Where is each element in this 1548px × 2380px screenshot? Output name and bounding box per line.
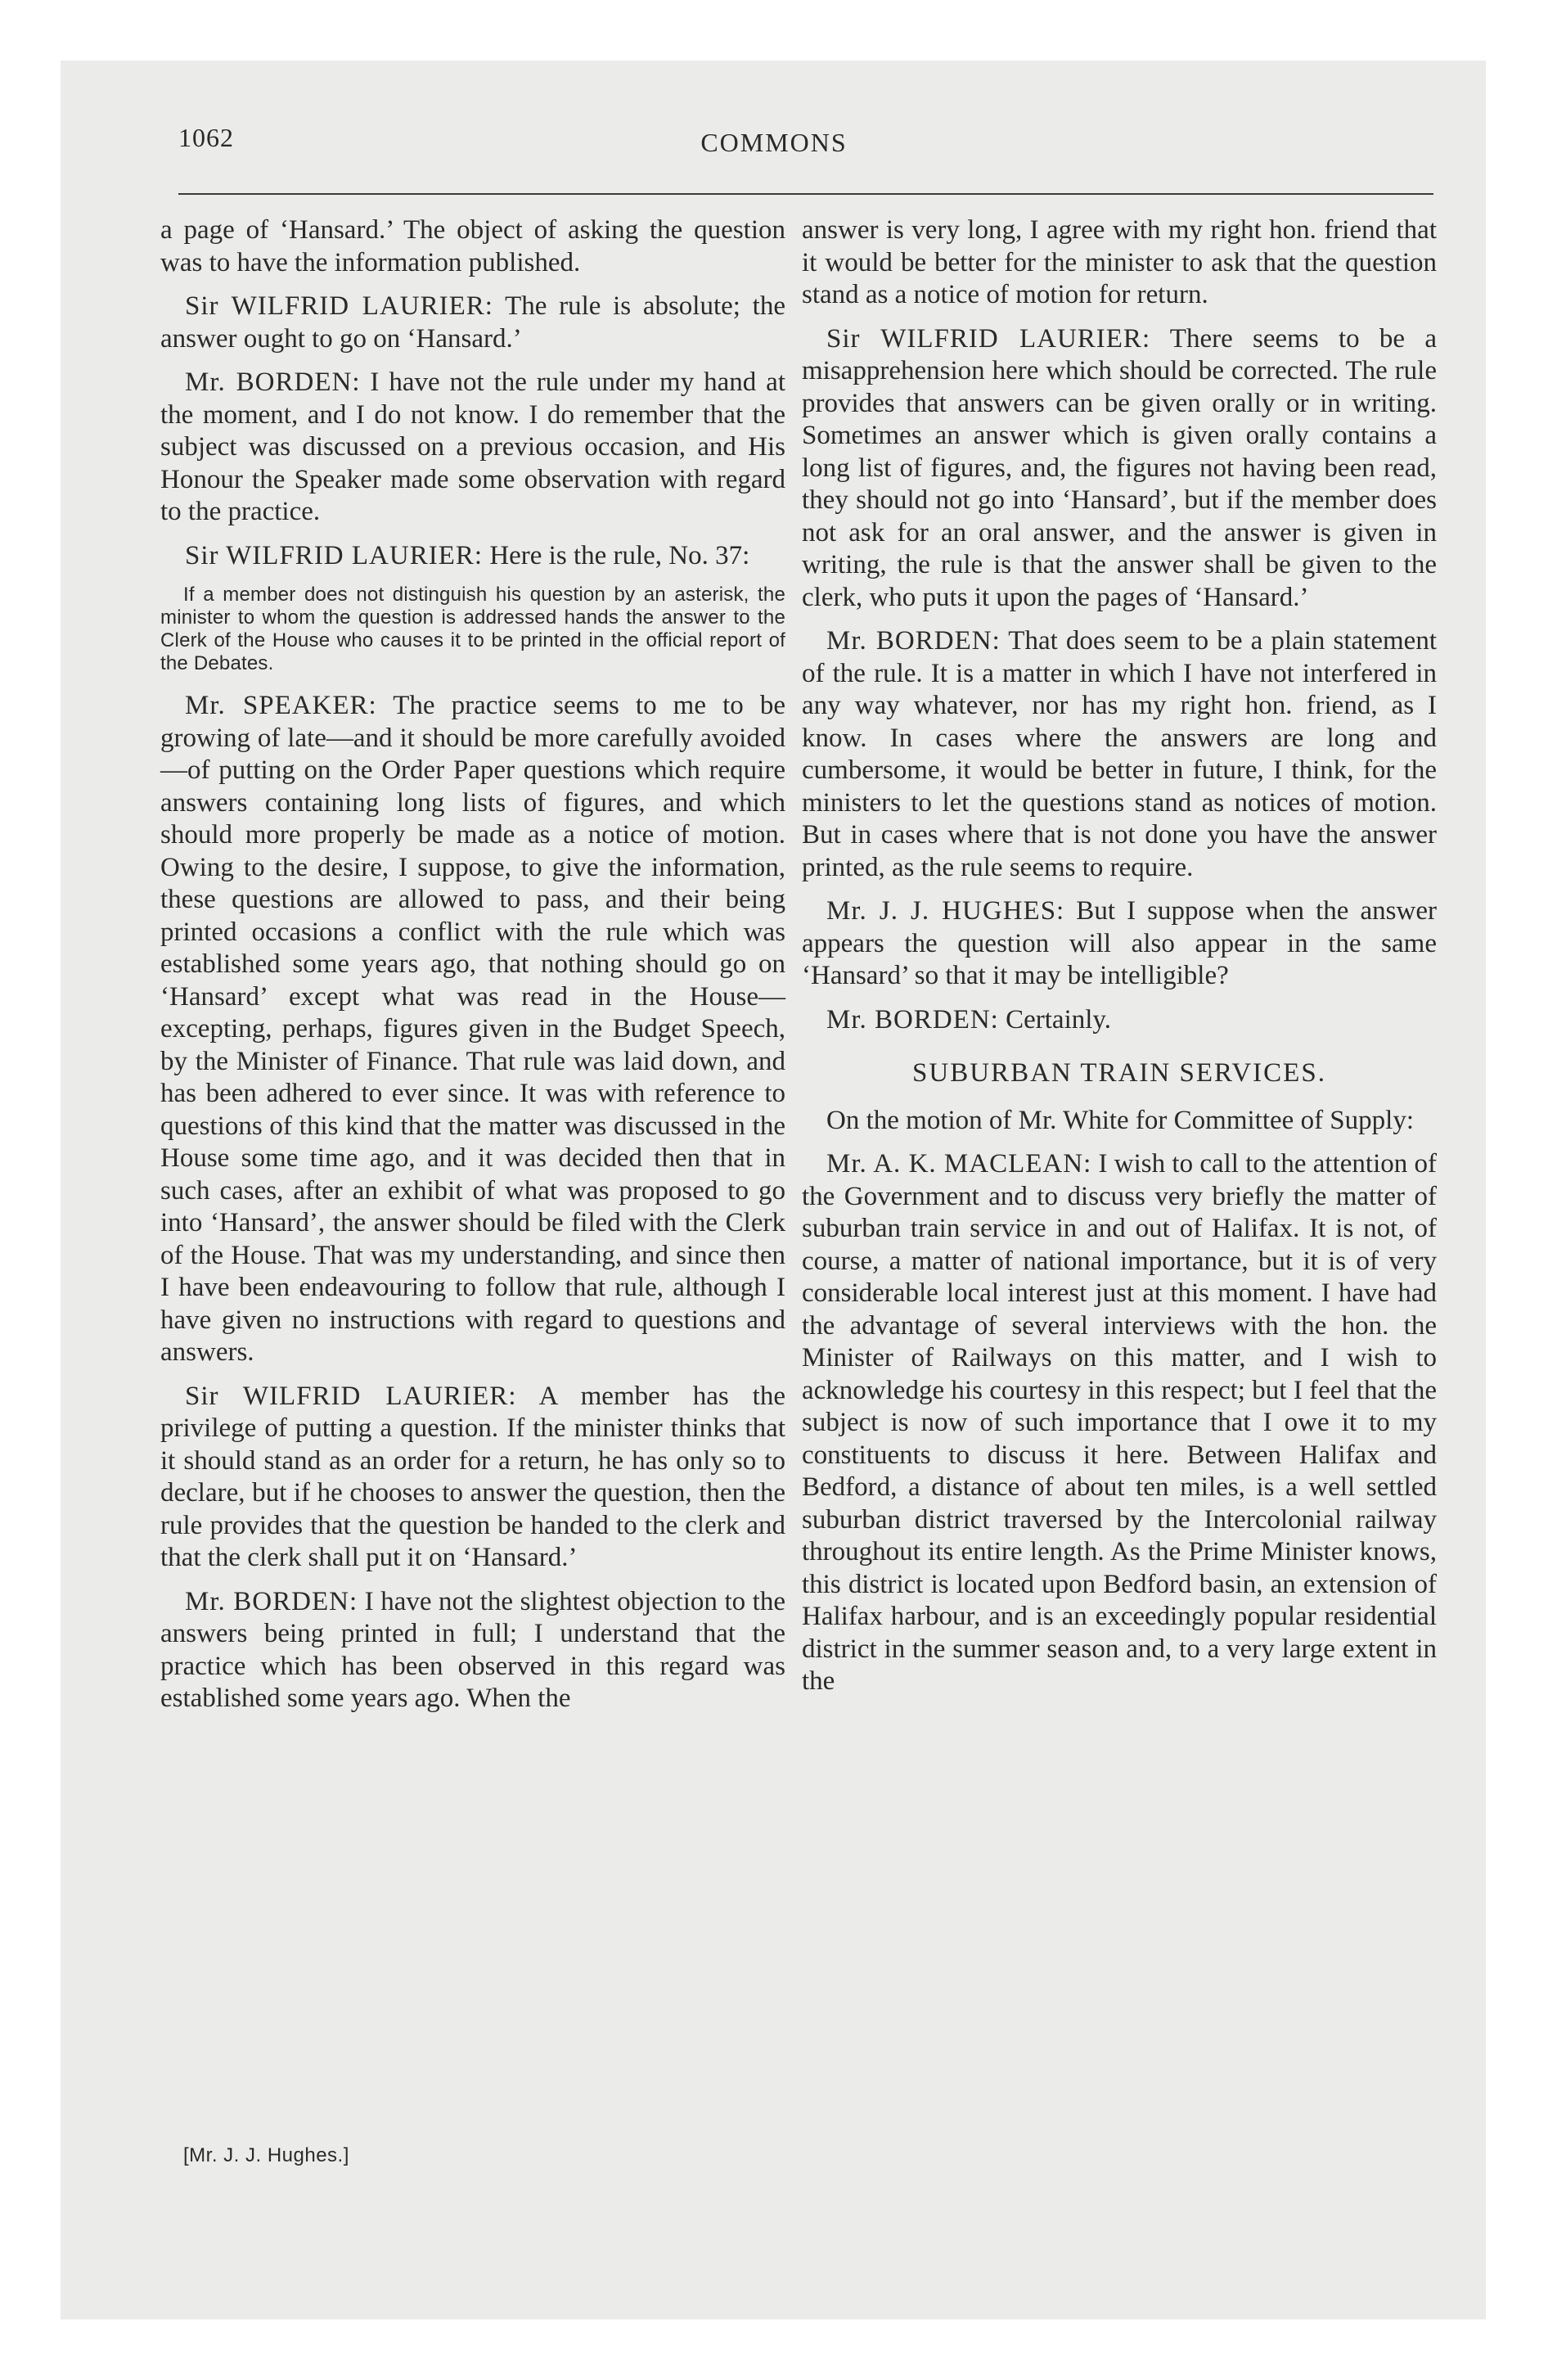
paragraph-text: I have not the slightest objection to the answers being printed in full; I understand that the practice which has been observed in this regard was established some years ago. When the (160, 1586, 785, 1713)
speech-paragraph (160, 540, 785, 573)
speech-paragraph (160, 690, 785, 1369)
speaker-name: Sir WILFRID LAURIER: (185, 1381, 517, 1411)
speech-paragraph (160, 291, 785, 355)
page-header (115, 123, 1433, 172)
paragraph-text: The practice seems to me to be growing of late—and it should be more carefully avoided—of putting on the Order Paper questions which require answers containing long lists of figures, and which should more properly be made as a notice of motion. Owing to the desire, I suppose, to give the information, these questions are allowed to pass, and their being printed occasions a conflict with the rule which was established some years ago, that nothing should go on ‘Hansard’ except what was read in the House—excepting, perhaps, figures given in the Budget Speech, by the Minister of Finance. That rule was laid down, and has been adhered to ever since. It was with reference to questions of this kind that the matter was discussed in the House some time ago, and it was decided then that in such cases, after an exhibit of what was proposed to go into ‘Hansard’, the answer should be filed with the Clerk of the House. That was my understanding, and since then I have been endeavouring to follow that rule, although I have given no instructions with regard to questions and answers. (160, 691, 786, 1367)
speech-paragraph (160, 214, 785, 279)
speaker-name: Sir WILFRID LAURIER: (185, 540, 484, 570)
left-column (160, 214, 785, 1727)
speaker-name: Mr. BORDEN: (185, 367, 361, 397)
paragraph-text: a page of ‘Hansard.’ The object of asking the question was to have the information published. (160, 215, 785, 277)
speech-paragraph (802, 323, 1437, 615)
header-rule (178, 193, 1433, 195)
right-column (802, 214, 1437, 1710)
paragraph-text: There seems to be a misapprehension here which should be corrected. The rule provides that answers can be given orally or in writing. Sometimes an answer which is given orally contains a long list of figures, and, the figures not having been read, they should not go into ‘Hansard’, but if the member does not ask for an oral answer, and the answer is given in writing, the rule is that the answer shall be given to the clerk, who puts it upon the pages of ‘Hansard.’ (802, 323, 1437, 612)
speaker-name: Sir WILFRID LAURIER: (185, 291, 493, 321)
speaker-name: Mr. BORDEN: (826, 1004, 999, 1034)
speech-paragraph (160, 1381, 785, 1575)
speech-paragraph (802, 1105, 1437, 1138)
speaker-name: Mr. SPEAKER: (185, 691, 377, 720)
paragraph-text: Certainly. (998, 1004, 1112, 1034)
speech-paragraph (802, 1004, 1437, 1037)
paragraph-text: But I suppose when the answer appears the question will also appear in the same ‘Hansard’ so that it may be intelligible? (802, 896, 1437, 990)
paragraph-text: I have not the rule under my hand at the moment, and I do not know. I do remember that the subject was discussed on a previous occasion, and His Honour the Speaker made some observation with regard to the practice. (160, 367, 785, 526)
speaker-name: Mr. BORDEN: (185, 1586, 358, 1616)
paragraph-text: If a member does not distinguish his question by an asterisk, the minister to whom the question is addressed hands the answer to the Clerk of the House who causes it to be printed in the official report of the Debates. (160, 584, 785, 674)
paragraph-text: A member has the privilege of putting a question. If the minister thinks that it should stand as an order for a return, he has only so to declare, but if he chooses to answer the question, then the rule provides that the question be handed to the clerk and that the clerk shall put it on ‘Hansard.’ (160, 1381, 785, 1572)
quoted-rule (160, 584, 785, 675)
speech-paragraph (802, 214, 1437, 312)
paragraph-text: Here is the rule, No. 37: (483, 540, 750, 570)
paragraph-text: I wish to call to the attention of the Government and to discuss very briefly the matter of suburban train service in and out of Halifax. It is not, of course, a matter of national importance, but it is of very considerable local interest just at this moment. I have had the advantage of several interviews with the hon. the Minister of Railways on this matter, and I wish to acknowledge his courtesy in this respect; but I feel that the subject is now of such importance that I owe it to my constituents to discuss it here. Between Halifax and Bedford, a distance of about ten miles, is a well settled suburban district traversed by the Intercolonial railway throughout its entire length. As the Prime Minister knows, this district is located upon Bedford basin, an extension of Halifax harbour, and is an exceedingly popular residential district in the summer season and, to a very large extent in the (802, 1149, 1437, 1696)
section-heading (802, 1057, 1437, 1090)
speaker-name: Mr. A. K. MACLEAN: (826, 1149, 1092, 1179)
speech-paragraph (802, 1148, 1437, 1698)
paragraph-text: The rule is absolute; the answer ought to go on ‘Hansard.’ (160, 291, 785, 354)
speaker-name: Mr. BORDEN: (826, 626, 1001, 656)
speaker-name: Mr. J. J. HUGHES: (826, 896, 1065, 926)
footer-speaker-note: [Mr. J. J. Hughes.] (183, 2144, 349, 2166)
speech-paragraph (802, 625, 1437, 884)
paragraph-text: answer is very long, I agree with my right hon. friend that it would be better for the minister to ask that the question stand as a notice of motion for return. (802, 215, 1437, 309)
speech-paragraph (160, 367, 785, 529)
paragraph-text: On the motion of Mr. White for Committee of Supply: (826, 1105, 1414, 1135)
paragraph-text: SUBURBAN TRAIN SERVICES. (912, 1058, 1326, 1088)
speaker-name: Sir WILFRID LAURIER: (826, 323, 1151, 354)
speech-paragraph (802, 895, 1437, 993)
speech-paragraph (160, 1586, 785, 1715)
running-head: COMMONS (700, 128, 848, 157)
paragraph-text: That does seem to be a plain statement of the rule. It is a matter in which I have not interfered in any way whatever, nor has my right hon. friend, as I know. In cases where the answers are long and cumbersome, it would be better in future, I think, for the ministers to let the questions stand as notices of motion. But in cases where that is not done you have the answer printed, as the rule seems to require. (802, 626, 1437, 882)
page-number: 1062 (178, 123, 234, 152)
